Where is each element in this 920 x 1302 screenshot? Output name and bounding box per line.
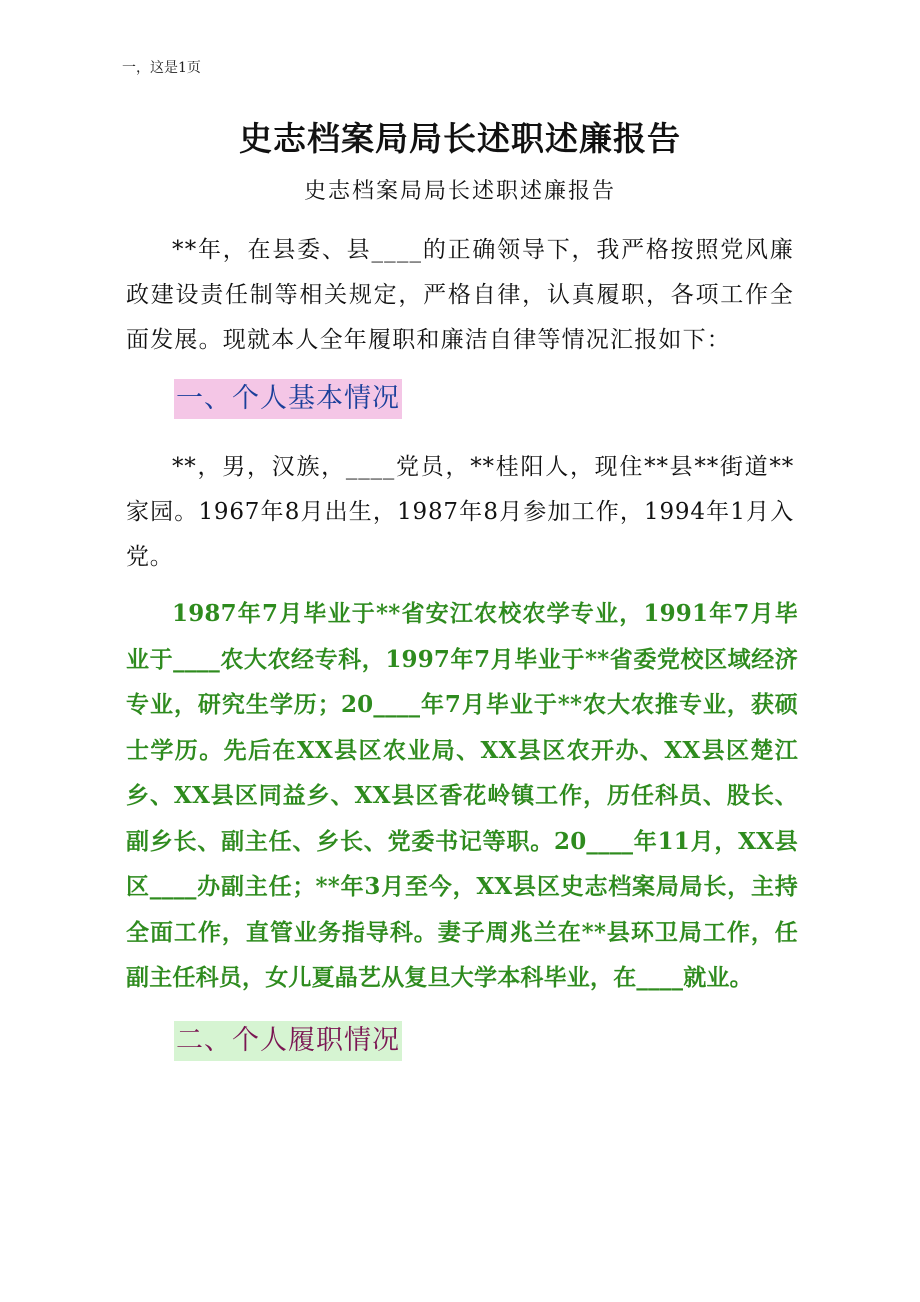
career-history-paragraph: 1987年7月毕业于**省安江农校农学专业，1991年7月毕业于____农大农经专科，1997年7月毕业于**省委党校区域经济专业，研究生学历；20____年7月毕业于**农大农推专业，获硕士学历。先后在XX县区农业局、XX县区农开办、XX县区楚江乡、XX县区同益乡、XX县区香花岭镇工作，历任科员、股长、副乡长、副主任、乡长、党委书记等职。20____年11月，XX县区____办副主任；**年3月至今，XX县区史志档案局局长，主持全面工作，直管业务指导科。妻子周兆兰在**县环卫局工作，任副主任科员，女儿夏晶艺从复旦大学本科毕业，在____就业。 — [126, 600, 798, 991]
section-heading-duties: 二、个人履职情况 — [174, 1021, 402, 1061]
document-subtitle: 史志档案局局长述职述廉报告 — [303, 179, 616, 204]
intro-paragraph: **年，在县委、县____的正确领导下，我严格按照党风廉政建设责任制等相关规定，严格自律，认真履职，各项工作全面发展。现就本人全年履职和廉洁自律等情况汇报如下： — [126, 237, 794, 353]
section-heading-basic-info: 一、个人基本情况 — [174, 379, 402, 419]
document-title: 史志档案局局长述职述廉报告 — [239, 119, 681, 158]
page-marker: 一，这是1页 — [122, 60, 201, 76]
basic-info-paragraph: **，男，汉族，____党员，**桂阳人，现住**县**街道**家园。1967年8月出生，1987年8月参加工作，1994年1月入党。 — [126, 454, 794, 570]
